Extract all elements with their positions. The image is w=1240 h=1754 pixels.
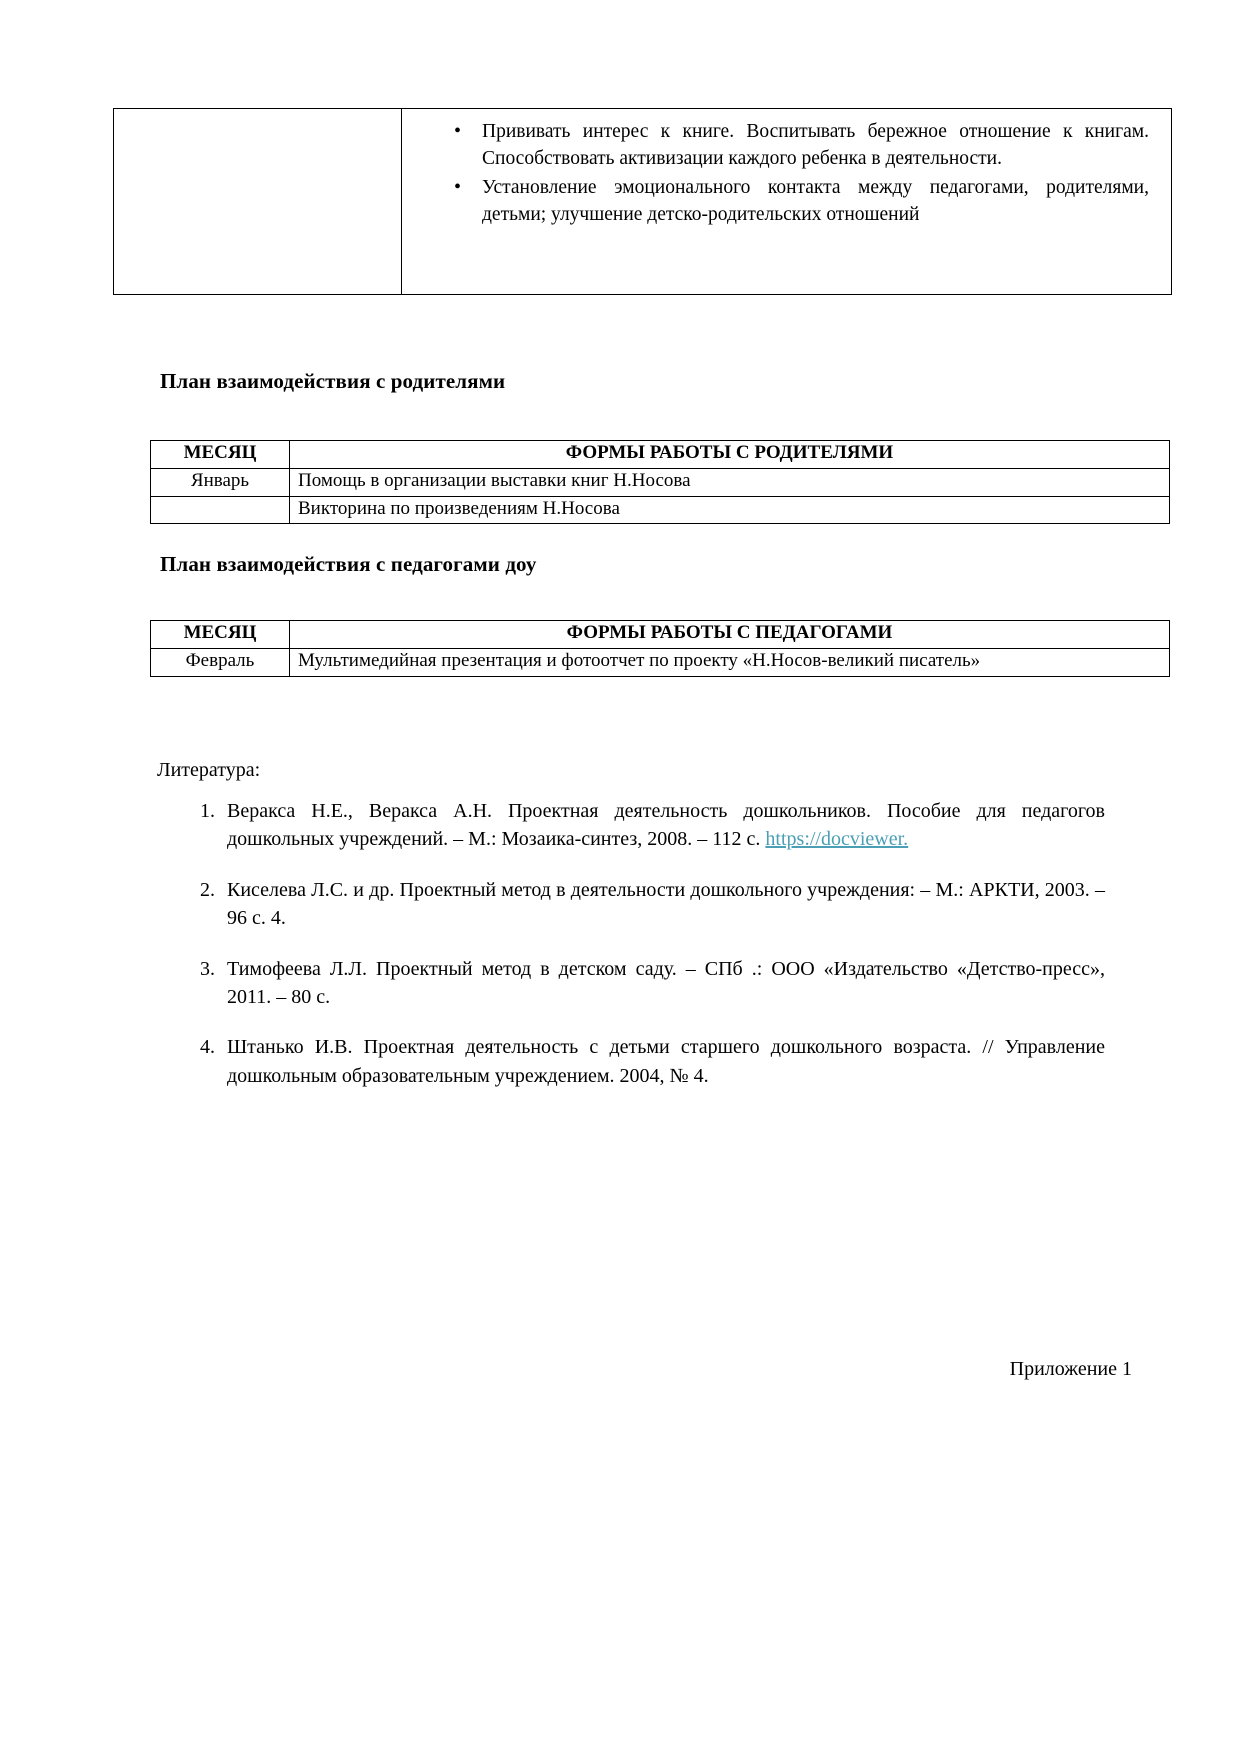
table-row bbox=[151, 496, 1170, 524]
list-item bbox=[227, 1033, 1105, 1090]
table-header-row bbox=[151, 621, 1170, 649]
table-row bbox=[151, 468, 1170, 496]
goals-table-left-cell bbox=[114, 109, 402, 295]
reference-text: Штанько И.В. Проектная деятельность с детьми старшего дошкольного возраста. // Управление дошкольным образовательным учреждением. 2004, № 4. bbox=[227, 1036, 1105, 1087]
column-header-month: МЕСЯЦ bbox=[151, 621, 290, 649]
column-header-forms: ФОРМЫ РАБОТЫ С РОДИТЕЛЯМИ bbox=[290, 441, 1170, 469]
reference-text: Веракса Н.Е., Веракса А.Н. Проектная деятельность дошкольников. Пособие для педагогов дошкольных учреждений. – М.: Мозаика-синтез, 2008. – 112 с. bbox=[227, 800, 1105, 851]
list-item: • Прививать интерес к книге. Воспитывать бережное отношение к книгам. Способствовать активизации каждого ребенка в деятельности. bbox=[482, 119, 1153, 173]
parents-interaction-table bbox=[150, 440, 1170, 524]
column-header-month: МЕСЯЦ bbox=[151, 441, 290, 469]
column-header-forms: ФОРМЫ РАБОТЫ С ПЕДАГОГАМИ bbox=[290, 621, 1170, 649]
section-heading-teachers: План взаимодействия с педагогами доу bbox=[160, 552, 537, 576]
list-item bbox=[227, 955, 1105, 1012]
table-row bbox=[151, 648, 1170, 676]
goals-table bbox=[113, 108, 1172, 295]
literature-label: Литература: bbox=[157, 759, 261, 781]
reference-text: Киселева Л.С. и др. Проектный метод в деятельности дошкольного учреждения: – М.: АРКТИ, 2003. – 96 с. 4. bbox=[227, 878, 1105, 930]
section-heading-parents: План взаимодействия с родителями bbox=[160, 369, 506, 393]
cell-month bbox=[151, 496, 290, 524]
cell-form: Викторина по произведениям Н.Носова bbox=[290, 496, 1170, 524]
cell-form: Мультимедийная презентация и фотоотчет по проекту «Н.Носов-великий писатель» bbox=[290, 648, 1170, 676]
cell-month: Февраль bbox=[151, 648, 290, 676]
literature-list bbox=[157, 797, 1105, 1112]
list-item bbox=[227, 876, 1105, 933]
teachers-interaction-table bbox=[150, 620, 1170, 677]
reference-link[interactable]: https://docviewer. bbox=[765, 828, 909, 851]
table-row bbox=[114, 109, 1172, 295]
reference-text: Тимофеева Л.Л. Проектный метод в детском саду. – СПб .: ООО «Издательство «Детство-пресс», 2011. – 80 с. bbox=[227, 957, 1105, 1008]
goals-table-right-cell bbox=[402, 109, 1172, 295]
table-header-row bbox=[151, 441, 1170, 469]
appendix-note: Приложение 1 bbox=[1009, 1358, 1132, 1380]
list-item: • Установление эмоционального контакта между педагогами, родителями, детьми; улучшение детско-родительских отношений bbox=[482, 175, 1153, 229]
list-item bbox=[227, 797, 1105, 854]
cell-form: Помощь в организации выставки книг Н.Носова bbox=[290, 468, 1170, 496]
cell-month: Январь bbox=[151, 468, 290, 496]
goals-bullet-list bbox=[420, 119, 1153, 229]
